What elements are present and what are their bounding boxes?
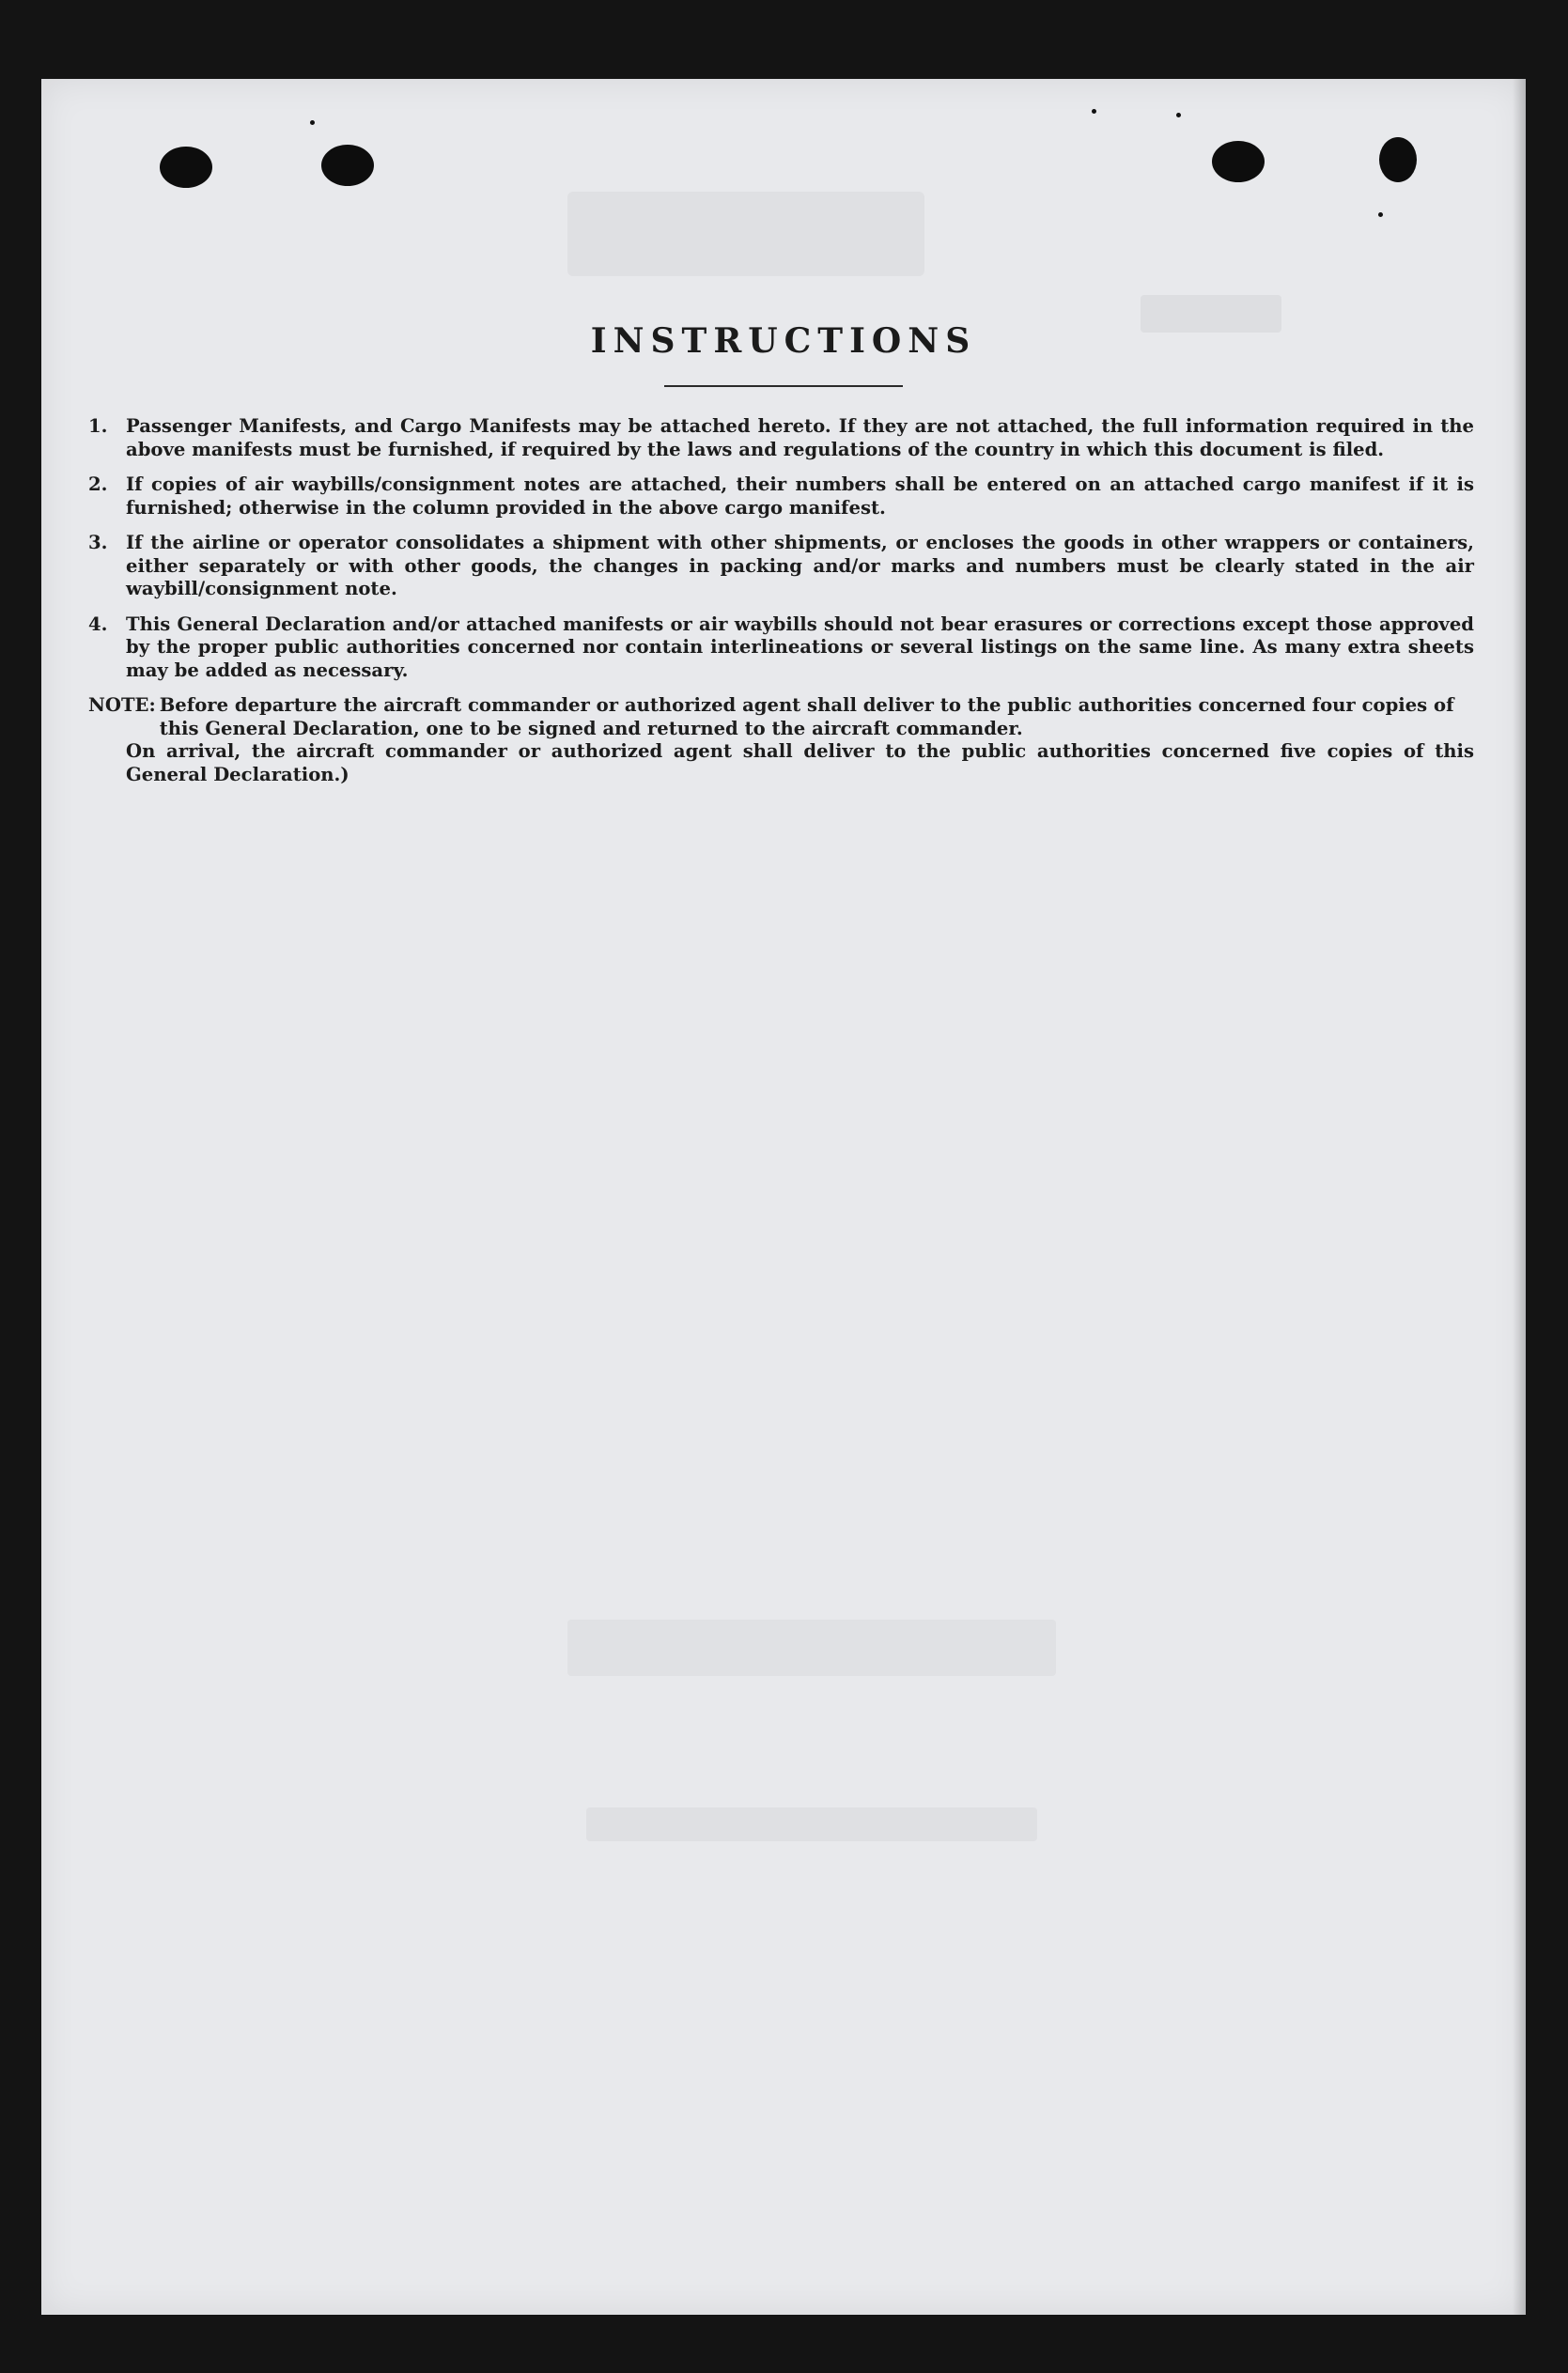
item-text: If the airline or operator consolidates a shipment with other shipments, or encloses the goods in other wrappers or containers, either separately or with other goods, the changes in packing and/or marks and numbers must be clearly stated in the air waybill/consignment note. (126, 532, 1474, 599)
page-title: INSTRUCTIONS (590, 321, 977, 361)
bleed-through-smudge (567, 1620, 1056, 1676)
item-text: This General Declaration and/or attached manifests or air waybills should not bear erasures or corrections except those approved by the proper public authorities concerned nor contain interlineations or several listings on the same line. As many extra sheets may be added as necessary. (126, 613, 1474, 681)
punch-hole-left-1 (160, 147, 212, 188)
note-block (88, 694, 1474, 740)
punch-hole-left-2 (321, 145, 374, 186)
item-number: 3. (88, 532, 108, 553)
punch-hole-right-2 (1379, 137, 1417, 182)
punch-hole-right-1 (1212, 141, 1265, 182)
title-underline (664, 385, 903, 387)
bleed-through-smudge (586, 1807, 1037, 1841)
instruction-item (88, 473, 1474, 520)
note-arrival-text: On arrival, the aircraft commander or authorized agent shall deliver to the public authorities concerned five copies of this General Declaration.) (126, 740, 1474, 785)
item-text: If copies of air waybills/consignment notes are attached, their numbers shall be entered on an attached cargo manifest if it is furnished; otherwise in the column provided in the above cargo manifest. (126, 473, 1474, 519)
instruction-item (88, 532, 1474, 601)
item-number: 2. (88, 473, 108, 495)
item-text: Passenger Manifests, and Cargo Manifests may be attached hereto. If they are not attached, the full information required in the above manifests must be furnished, if required by the laws and regulations of the country in which this document is filed. (126, 415, 1474, 460)
instruction-item (88, 415, 1474, 461)
speck (1092, 109, 1096, 114)
item-number: 1. (88, 415, 108, 437)
bleed-through-smudge (567, 192, 924, 276)
item-number: 4. (88, 613, 108, 635)
speck (1378, 212, 1383, 217)
speck (1176, 113, 1181, 117)
instructions-list (88, 415, 1474, 786)
instruction-item (88, 613, 1474, 683)
note-departure-text: Before departure the aircraft commander or authorized agent shall deliver to the public authorities concerned four copies of this General Declaration, one to be signed and returned to the aircraft commander. (159, 694, 1454, 739)
document-sheet (41, 79, 1526, 2315)
note-label: NOTE: (88, 694, 156, 716)
speck (310, 120, 315, 125)
